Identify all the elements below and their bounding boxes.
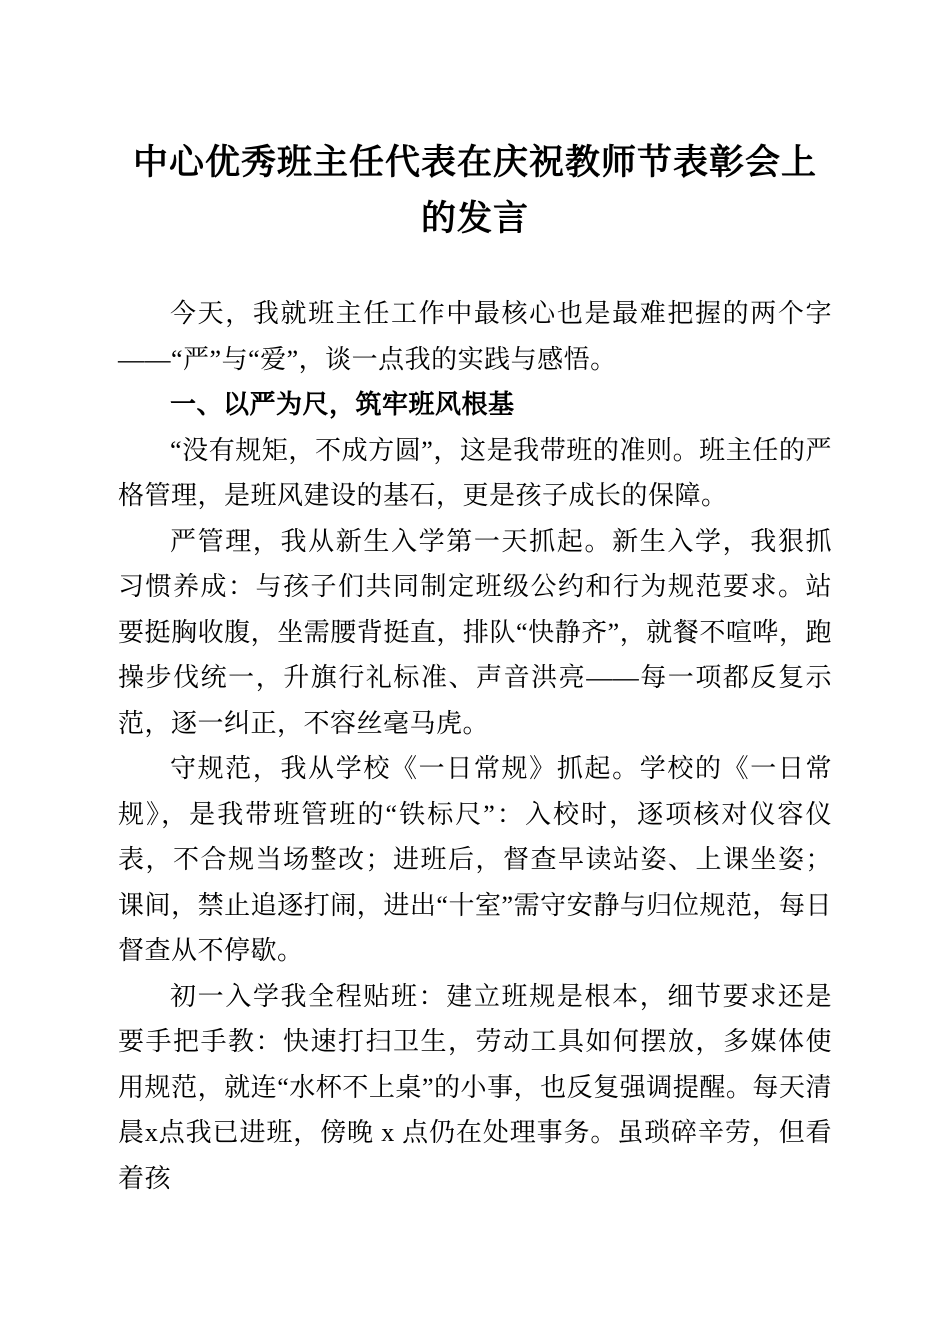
paragraph-intro: 今天，我就班主任工作中最核心也是最难把握的两个字——“严”与“爱”，谈一点我的实践与感悟。 — [118, 299, 832, 374]
document-title: 中心优秀班主任代表在庆祝教师节表彰会上的发言 — [132, 143, 817, 238]
section-heading-1: 一、以严为尺，筑牢班风根基 — [170, 389, 515, 419]
paragraph-daily-routine: 守规范，我从学校《一日常规》抓起。学校的《一日常规》，是我带班管班的“铁标尺”：入校时，逐项核对仪容仪表，不合规当场整改；进班后，督查早读站姿、上课坐姿；课间，禁止追逐打闹，进出“十室”需守安静与归位规范，每日督查从不停歇。 — [118, 754, 832, 965]
paragraph-principle: “没有规矩，不成方圆”，这是我带班的准则。班主任的严格管理，是班风建设的基石，更是孩子成长的保障。 — [118, 435, 832, 510]
paragraph-strict-management: 严管理，我从新生入学第一天抓起。新生入学，我狠抓习惯养成：与孩子们共同制定班级公约和行为规范要求。站要挺胸收腹，坐需腰背挺直，排队“快静齐”，就餐不喧哗，跑操步伐统一，升旗行礼标准、声音洪亮——每一项都反复示范，逐一纠正，不容丝毫马虎。 — [118, 526, 832, 738]
paragraph-grade-one: 初一入学我全程贴班：建立班规是根本，细节要求还是要手把手教：快速打扫卫生，劳动工具如何摆放，多媒体使用规范，就连“水杯不上桌”的小事，也反复强调提醒。每天清晨x点我已进班，傍晚 x 点仍在处理事务。虽琐碎辛劳，但看着孩 — [118, 981, 832, 1193]
